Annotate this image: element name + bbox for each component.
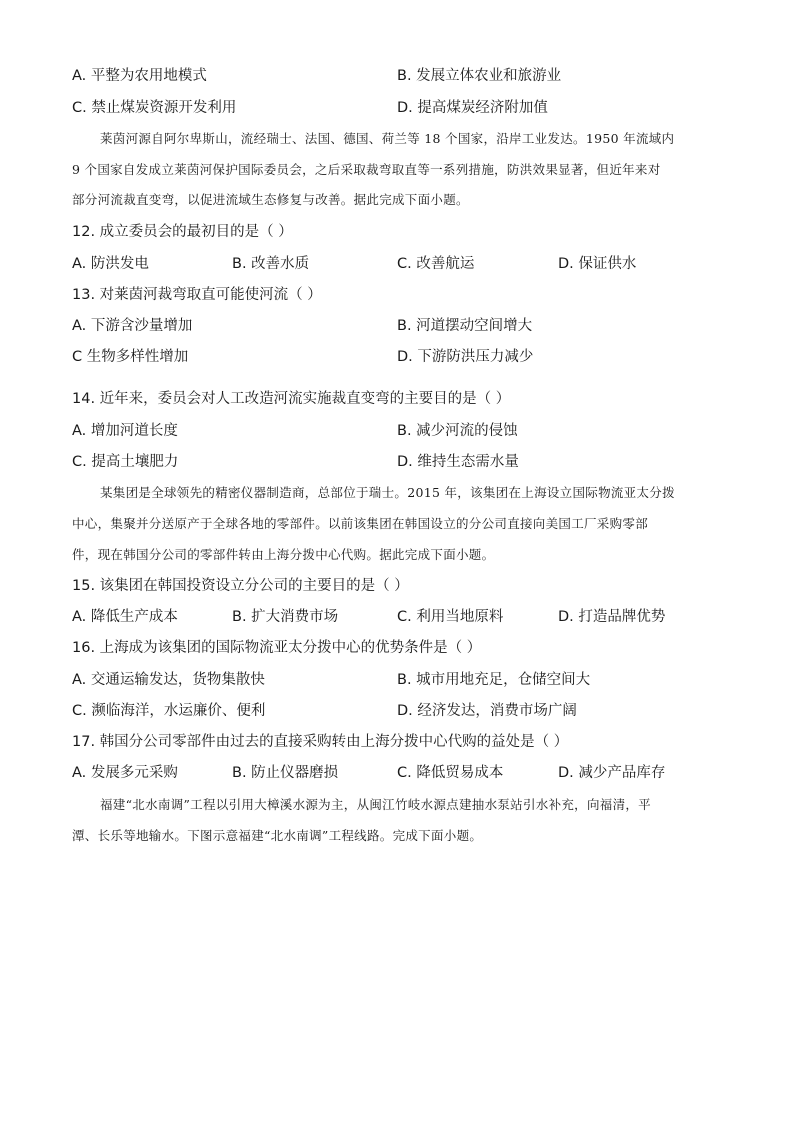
- q11-option-d[interactable]: D. 提高煤炭经济附加值: [397, 100, 548, 116]
- q16-option-b[interactable]: B. 城市用地充足，仓储空间大: [397, 672, 591, 688]
- q13-option-d[interactable]: D. 下游防洪压力减少: [397, 349, 534, 365]
- q12-stem: 12. 成立委员会的最初目的是（ ）: [72, 224, 293, 240]
- fujian-passage-line-1: 福建“北水南调”工程以引用大樟溪水源为主，从闽江竹岐水源点建抽水泵站引水补充，向福清，平: [100, 797, 651, 812]
- q15-option-c[interactable]: C. 利用当地原料: [397, 609, 504, 625]
- q17-option-d[interactable]: D. 减少产品库存: [558, 765, 666, 781]
- q16-option-d[interactable]: D. 经济发达，消费市场广阔: [397, 703, 577, 719]
- fujian-passage-line-2: 潭、长乐等地输水。下图示意福建“北水南调”工程线路。完成下面小题。: [72, 828, 483, 843]
- q12-option-b[interactable]: B. 改善水质: [232, 256, 310, 272]
- q17-option-b[interactable]: B. 防止仪器磨损: [232, 765, 339, 781]
- q17-option-c[interactable]: C. 降低贸易成本: [397, 765, 504, 781]
- q12-option-a[interactable]: A. 防洪发电: [72, 256, 149, 272]
- q12-option-c[interactable]: C. 改善航运: [397, 256, 475, 272]
- q14-option-d[interactable]: D. 维持生态需水量: [397, 454, 519, 470]
- q12-option-d[interactable]: D. 保证供水: [558, 256, 637, 272]
- q14-stem: 14. 近年来，委员会对人工改造河流实施裁直变弯的主要目的是（ ）: [72, 391, 511, 407]
- q11-option-a[interactable]: A. 平整为农用地模式: [72, 68, 207, 84]
- q15-stem: 15. 该集团在韩国投资设立分公司的主要目的是（ ）: [72, 578, 409, 594]
- q17-stem: 17. 韩国分公司零部件由过去的直接采购转由上海分拨中心代购的益处是（ ）: [72, 734, 569, 750]
- q13-option-b[interactable]: B. 河道摆动空间增大: [397, 318, 533, 334]
- q11-option-c[interactable]: C. 禁止煤炭资源开发利用: [72, 100, 237, 116]
- q14-option-a[interactable]: A. 增加河道长度: [72, 423, 178, 439]
- rhine-passage-line-1: 莱茵河源自阿尔卑斯山，流经瑞士、法国、德国、荷兰等 18 个国家，沿岸工业发达。1950 年流域内: [100, 131, 675, 146]
- q13-option-a[interactable]: A. 下游含沙量增加: [72, 318, 193, 334]
- q13-option-c[interactable]: C 生物多样性增加: [72, 349, 189, 365]
- group-passage-line-3: 件，现在韩国分公司的零部件转由上海分拨中心代购。据此完成下面小题。: [72, 547, 495, 562]
- q15-option-d[interactable]: D. 打造品牌优势: [558, 609, 666, 625]
- group-passage-line-2: 中心，集聚并分送原产于全球各地的零部件。以前该集团在韩国设立的分公司直接向美国工厂采购零部: [72, 516, 649, 531]
- q17-option-a[interactable]: A. 发展多元采购: [72, 765, 178, 781]
- q16-option-c[interactable]: C. 濒临海洋，水运廉价、便利: [72, 703, 266, 719]
- rhine-passage-line-2: 9 个国家自发成立莱茵河保护国际委员会，之后采取裁弯取直等一系列措施，防洪效果显著，但近年来对: [72, 162, 661, 177]
- q14-option-b[interactable]: B. 减少河流的侵蚀: [397, 423, 518, 439]
- q15-option-a[interactable]: A. 降低生产成本: [72, 609, 178, 625]
- q14-option-c[interactable]: C. 提高土壤肥力: [72, 454, 179, 470]
- q16-option-a[interactable]: A. 交通运输发达，货物集散快: [72, 672, 265, 688]
- q13-stem: 13. 对莱茵河裁弯取直可能使河流（ ）: [72, 287, 322, 303]
- rhine-passage-line-3: 部分河流裁直变弯，以促进流域生态修复与改善。据此完成下面小题。: [72, 192, 469, 207]
- group-passage-line-1: 某集团是全球领先的精密仪器制造商，总部位于瑞士。2015 年，该集团在上海设立国际物流亚太分拨: [100, 485, 675, 500]
- q16-stem: 16. 上海成为该集团的国际物流亚太分拨中心的优势条件是（ ）: [72, 640, 482, 656]
- q11-option-b[interactable]: B. 发展立体农业和旅游业: [397, 68, 562, 84]
- q15-option-b[interactable]: B. 扩大消费市场: [232, 609, 339, 625]
